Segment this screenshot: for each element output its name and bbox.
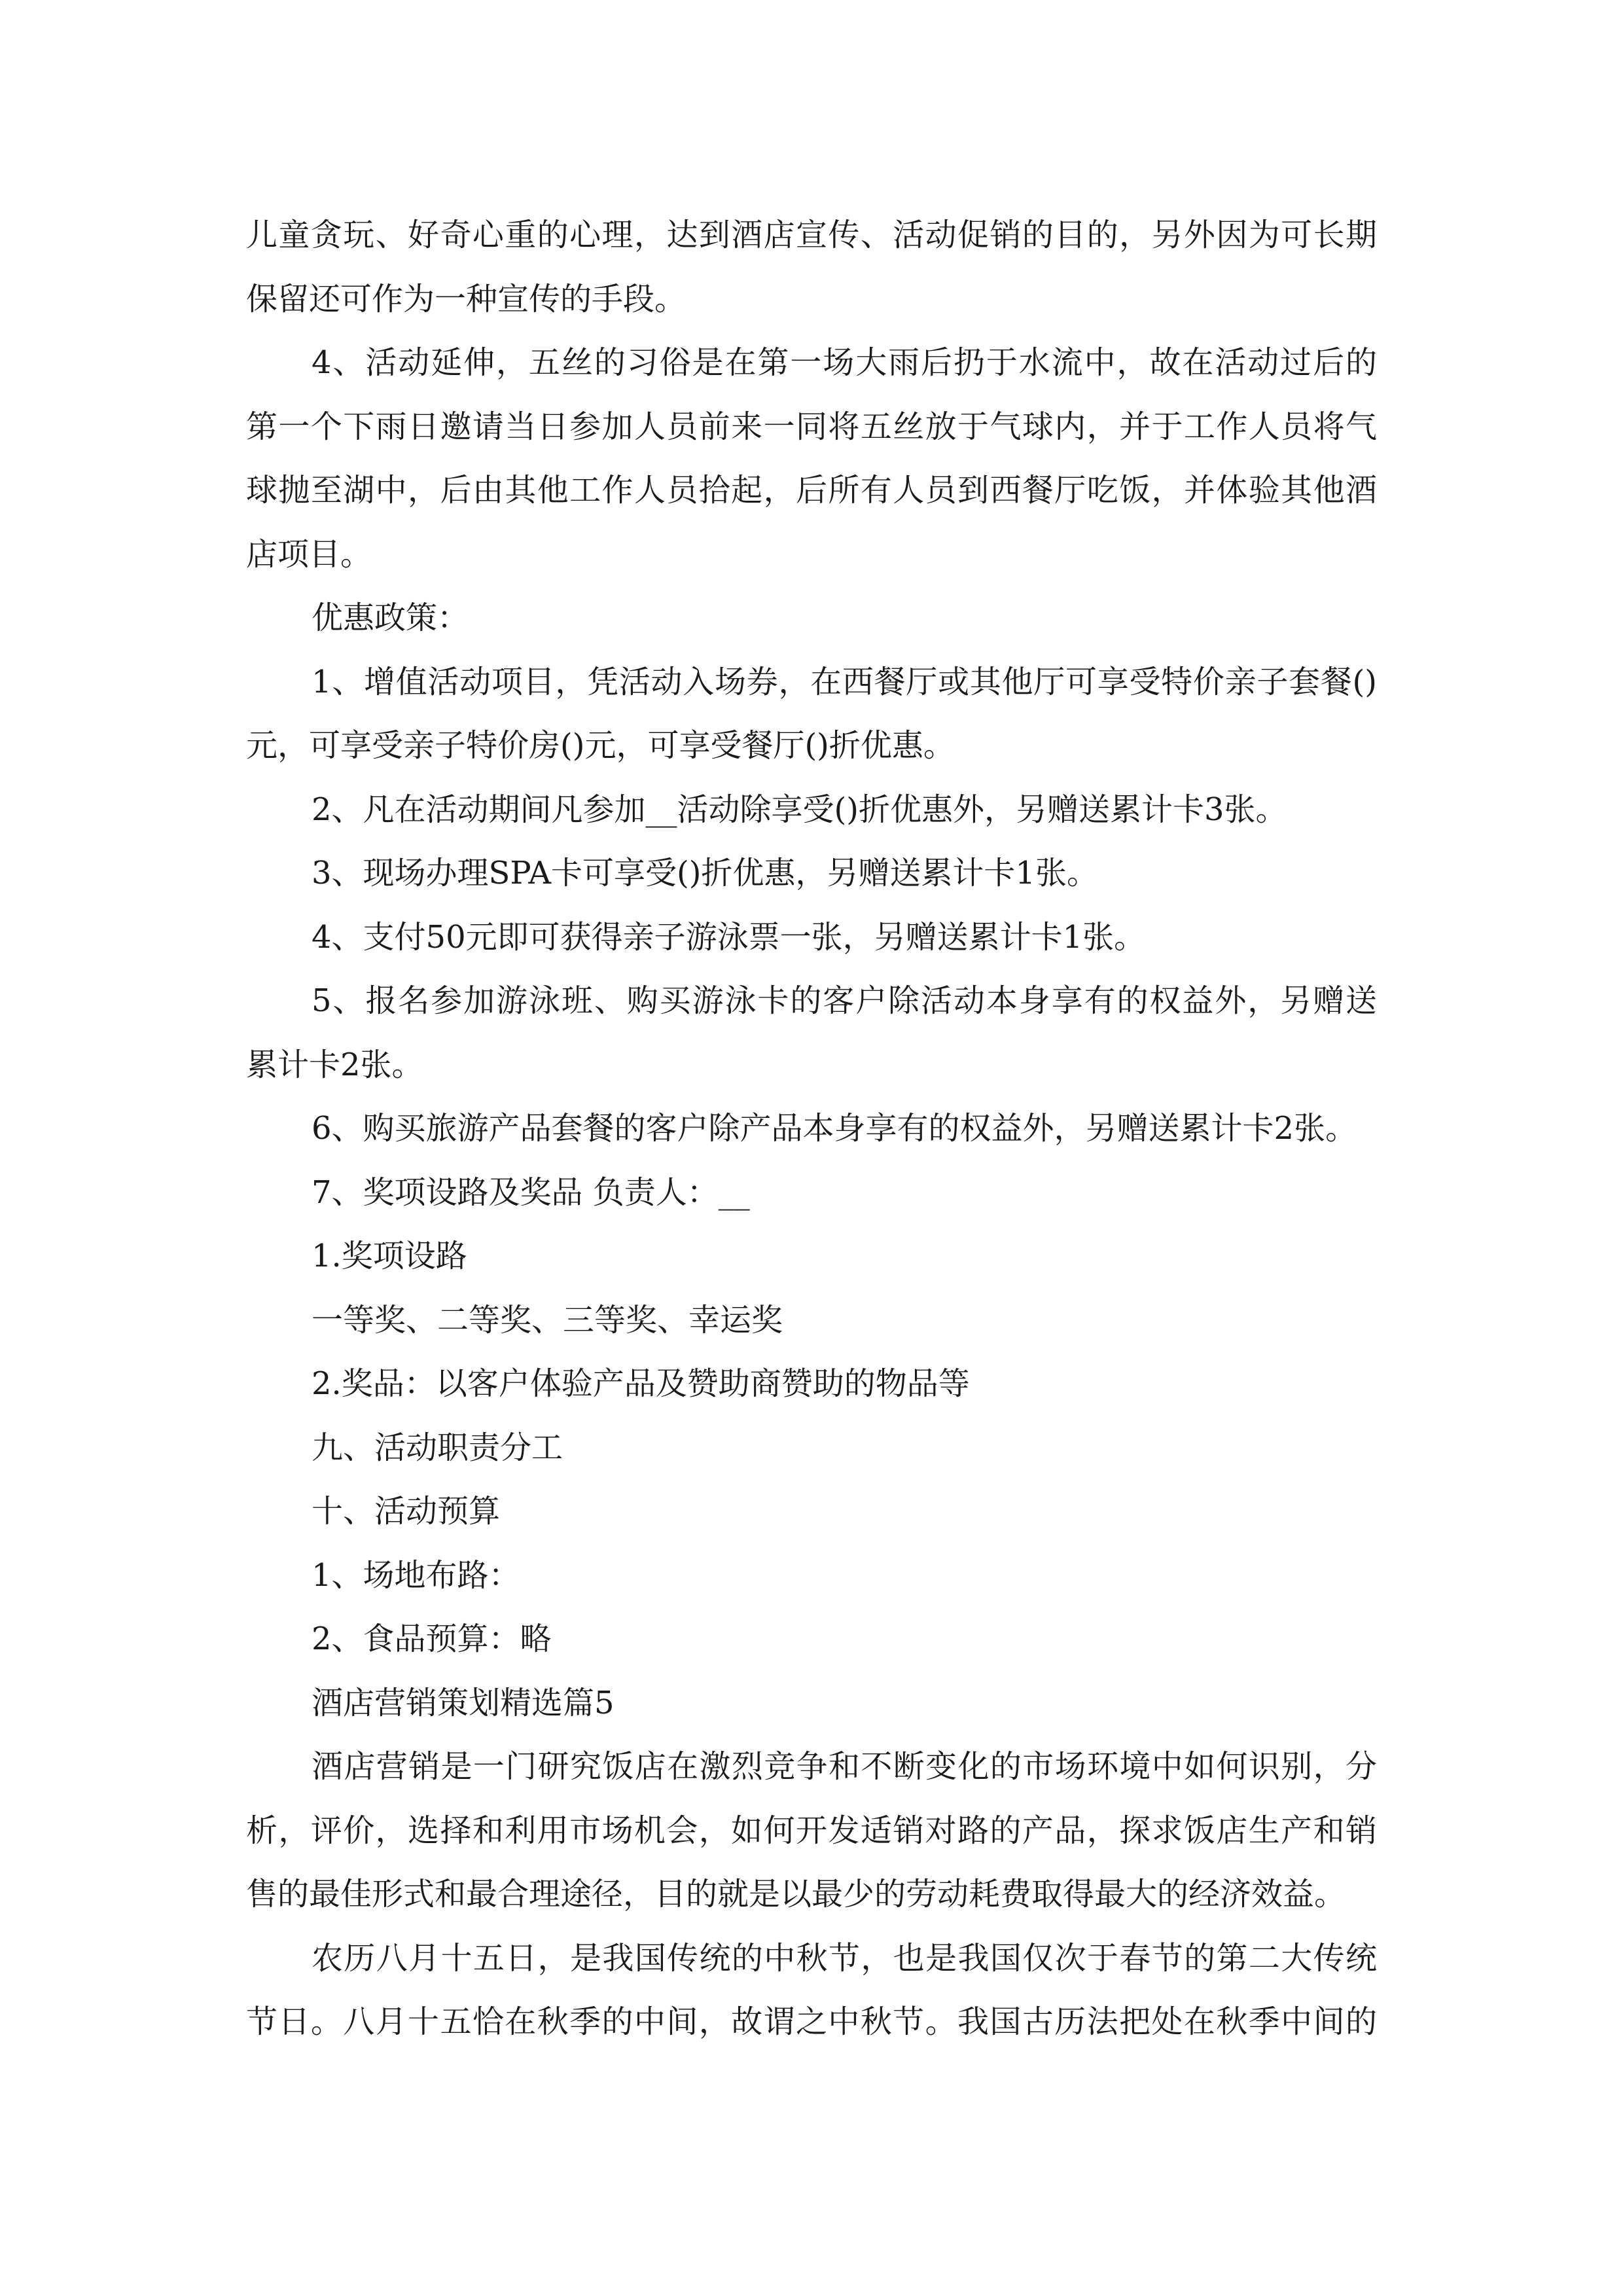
text-line: 2、食品预算：略: [312, 1621, 552, 1657]
text-line: 3、现场办理SPA卡可享受()折优惠，另赠送累计卡1张。: [312, 855, 1098, 891]
text-line: 保留还可作为一种宣传的手段。: [246, 280, 687, 317]
text-line: 累计卡2张。: [246, 1046, 423, 1083]
text-line: 农历八月十五日，是我国传统的中秋节，也是我国仅次于春节的第二大传统: [312, 1939, 1377, 1977]
text-line: 2、凡在活动期间凡参加__活动除享受()折优惠外，另赠送累计卡3张。: [312, 791, 1287, 828]
text-line: 十、活动预算: [312, 1493, 501, 1530]
text-line: 2.奖品：以客户体验产品及赞助商赞助的物品等: [312, 1365, 970, 1402]
text-line: 店项目。: [246, 535, 372, 573]
text-line: 1、场地布路：: [312, 1556, 520, 1594]
text-line: 4、活动延伸，五丝的习俗是在第一场大雨后扔于水流中，故在活动过后的: [312, 344, 1377, 381]
text-line: 5、报名参加游泳班、购买游泳卡的客户除活动本身享有的权益外，另赠送: [312, 982, 1377, 1019]
text-line: 析，评价，选择和利用市场机会，如何开发适销对路的产品，探求饭店生产和销: [246, 1812, 1377, 1849]
text-line: 4、支付50元即可获得亲子游泳票一张，另赠送累计卡1张。: [312, 918, 1146, 956]
text-line: 酒店营销策划精选篇5: [312, 1684, 615, 1721]
text-line: 第一个下雨日邀请当日参加人员前来一同将五丝放于气球内，并于工作人员将气: [246, 408, 1377, 445]
text-line: 一等奖、二等奖、三等奖、幸运奖: [312, 1301, 783, 1338]
text-line: 球抛至湖中，后由其他工作人员拾起，后所有人员到西餐厅吃饭，并体验其他酒: [246, 472, 1377, 509]
text-line: 1、增值活动项目，凭活动入场券，在西餐厅或其他厅可享受特价亲子套餐(): [312, 663, 1377, 700]
text-line: 优惠政策：: [312, 600, 469, 636]
text-line: 售的最佳形式和最合理途径，目的就是以最少的劳动耗费取得最大的经济效益。: [246, 1876, 1346, 1912]
text-line: 酒店营销是一门研究饭店在激烈竞争和不断变化的市场环境中如何识别，分: [312, 1748, 1377, 1785]
text-line: 元，可享受亲子特价房()元，可享受餐厅()折优惠。: [246, 727, 955, 764]
document-body: [246, 204, 1377, 2054]
text-line: 6、购买旅游产品套餐的客户除产品本身享有的权益外，另赠送累计卡2张。: [312, 1110, 1357, 1147]
text-line: 7、奖项设路及奖品 负责人：__: [312, 1174, 750, 1211]
text-line: 节日。八月十五恰在秋季的中间，故谓之中秋节。我国古历法把处在秋季中间的: [246, 2003, 1377, 2040]
text-line: 九、活动职责分工: [312, 1429, 563, 1466]
text-line: 1.奖项设路: [312, 1238, 467, 1274]
text-line: 儿童贪玩、好奇心重的心理，达到酒店宣传、活动促销的目的，另外因为可长期: [246, 217, 1377, 253]
